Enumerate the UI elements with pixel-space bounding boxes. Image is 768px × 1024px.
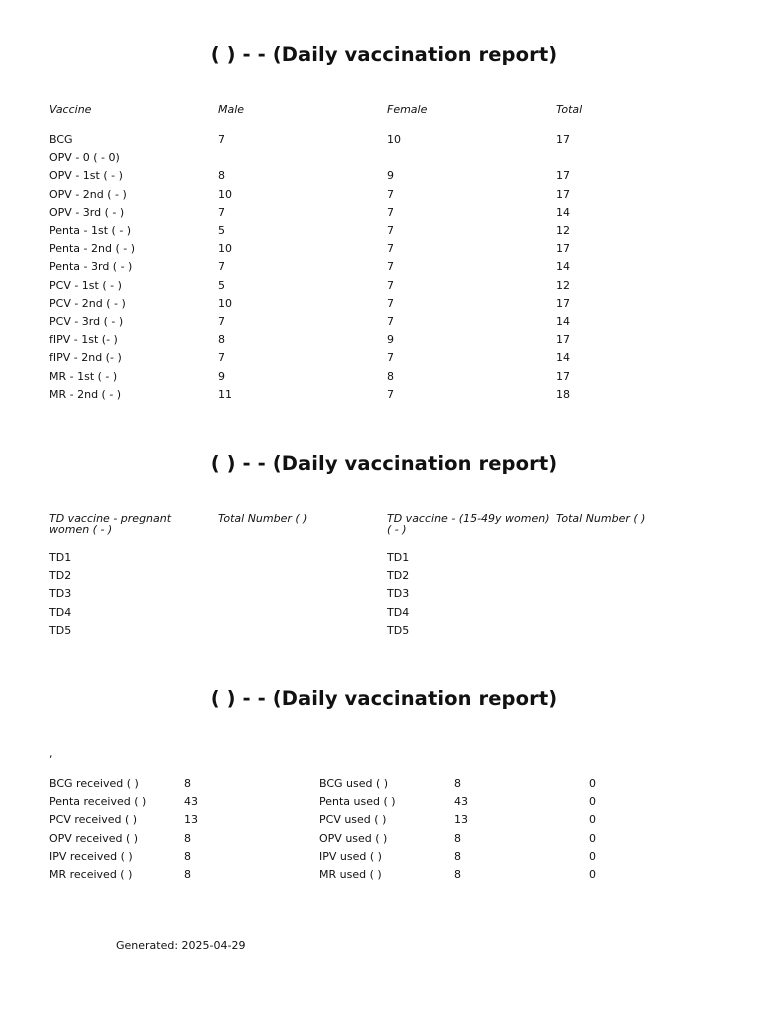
received-label: Penta received ( ): [49, 795, 147, 809]
female-count: 7: [387, 242, 394, 256]
header-vaccine: Vaccine: [49, 103, 92, 116]
td-dose-pregnant: TD1: [49, 551, 72, 564]
male-count: 11: [218, 387, 232, 401]
vaccine-name: OPV - 1st ( - ): [49, 169, 123, 183]
received-label: IPV received ( ): [49, 849, 133, 863]
female-count: 7: [387, 351, 394, 365]
used-count: 8: [454, 831, 461, 845]
used-label: BCG used ( ): [319, 777, 389, 790]
section1-title: ( ) - - (Daily vaccination report): [210, 43, 558, 66]
balance-count: 0: [589, 795, 596, 809]
male-count: 5: [218, 278, 225, 292]
male-count: 8: [218, 169, 225, 183]
balance-count: 0: [589, 831, 596, 845]
td-dose-pregnant: TD3: [49, 587, 72, 601]
used-count: 8: [454, 849, 461, 863]
total-count: 18: [556, 387, 570, 401]
received-label: MR received ( ): [49, 868, 133, 881]
used-label: IPV used ( ): [319, 849, 382, 863]
total-count: 14: [556, 205, 570, 219]
used-count: 8: [454, 868, 461, 881]
used-count: 13: [454, 813, 468, 827]
received-count: 8: [184, 777, 191, 790]
female-count: 7: [387, 296, 394, 310]
td-dose-women: TD5: [387, 623, 410, 637]
header-male: Male: [218, 103, 245, 116]
vaccine-name: MR - 2nd ( - ): [49, 387, 122, 401]
used-label: MR used ( ): [319, 868, 382, 881]
vaccine-name: Penta - 3rd ( - ): [49, 260, 133, 274]
male-count: 7: [218, 351, 225, 365]
td-dose-women: TD2: [387, 569, 410, 583]
vaccine-name: PCV - 1st ( - ): [49, 278, 122, 292]
female-count: 9: [387, 169, 394, 183]
header-total-number-right: Total Number ( ): [556, 512, 646, 525]
header-td-women: TD vaccine - (15-49y women) ( - ): [387, 512, 550, 536]
used-label: PCV used ( ): [319, 813, 387, 827]
section3-note: ,: [49, 747, 53, 760]
header-female: Female: [387, 103, 428, 116]
male-count: 7: [218, 205, 225, 219]
used-count: 43: [454, 795, 468, 809]
vaccine-name: BCG: [49, 133, 73, 146]
male-count: 7: [218, 133, 225, 146]
balance-count: 0: [589, 813, 596, 827]
header-td-pregnant: TD vaccine - pregnant women ( - ): [49, 512, 172, 536]
vaccine-name: Penta - 2nd ( - ): [49, 242, 135, 256]
total-count: 17: [556, 187, 570, 201]
td-dose-pregnant: TD2: [49, 569, 72, 583]
received-count: 8: [184, 868, 191, 881]
td-dose-women: TD4: [387, 605, 410, 619]
vaccine-name: OPV - 3rd ( - ): [49, 205, 125, 219]
vaccine-name: fIPV - 1st (- ): [49, 333, 118, 347]
balance-count: 0: [589, 777, 596, 790]
balance-count: 0: [589, 849, 596, 863]
vaccine-name: MR - 1st ( - ): [49, 369, 118, 383]
male-count: 7: [218, 315, 225, 328]
header-total-number-left: Total Number ( ): [218, 512, 308, 525]
female-count: 7: [387, 260, 394, 274]
total-count: 17: [556, 296, 570, 310]
header-total: Total: [556, 103, 583, 116]
section2-title: ( ) - - (Daily vaccination report): [210, 452, 558, 475]
received-count: 13: [184, 813, 198, 827]
total-count: 17: [556, 333, 570, 347]
female-count: 10: [387, 133, 401, 146]
total-count: 14: [556, 315, 570, 328]
balance-count: 0: [589, 868, 596, 881]
male-count: 10: [218, 242, 232, 256]
female-count: 7: [387, 187, 394, 201]
generated-date: Generated: 2025-04-29: [116, 939, 246, 952]
vaccine-name: Penta - 1st ( - ): [49, 224, 132, 237]
used-label: Penta used ( ): [319, 795, 396, 809]
female-count: 7: [387, 387, 394, 401]
vaccine-name: PCV - 3rd ( - ): [49, 315, 124, 328]
female-count: 9: [387, 333, 394, 347]
received-count: 8: [184, 831, 191, 845]
used-count: 8: [454, 777, 461, 790]
td-dose-women: TD1: [387, 551, 410, 564]
male-count: 9: [218, 369, 225, 383]
female-count: 7: [387, 315, 394, 328]
male-count: 5: [218, 224, 225, 237]
total-count: 17: [556, 242, 570, 256]
received-count: 8: [184, 849, 191, 863]
total-count: 14: [556, 351, 570, 365]
td-dose-women: TD3: [387, 587, 410, 601]
section3-title: ( ) - - (Daily vaccination report): [210, 687, 558, 710]
female-count: 8: [387, 369, 394, 383]
total-count: 14: [556, 260, 570, 274]
received-label: BCG received ( ): [49, 777, 139, 790]
total-count: 17: [556, 169, 570, 183]
male-count: 7: [218, 260, 225, 274]
vaccine-name: fIPV - 2nd (- ): [49, 351, 122, 365]
received-label: OPV received ( ): [49, 831, 139, 845]
vaccine-name: PCV - 2nd ( - ): [49, 296, 126, 310]
vaccine-name: OPV - 2nd ( - ): [49, 187, 127, 201]
female-count: 7: [387, 224, 394, 237]
male-count: 8: [218, 333, 225, 347]
female-count: 7: [387, 278, 394, 292]
total-count: 17: [556, 369, 570, 383]
used-label: OPV used ( ): [319, 831, 388, 845]
total-count: 17: [556, 133, 570, 146]
male-count: 10: [218, 296, 232, 310]
male-count: 10: [218, 187, 232, 201]
td-dose-pregnant: TD5: [49, 623, 72, 637]
total-count: 12: [556, 224, 570, 237]
vaccine-name: OPV - 0 ( - 0): [49, 151, 120, 165]
female-count: 7: [387, 205, 394, 219]
total-count: 12: [556, 278, 570, 292]
td-dose-pregnant: TD4: [49, 605, 72, 619]
received-label: PCV received ( ): [49, 813, 138, 827]
received-count: 43: [184, 795, 198, 809]
